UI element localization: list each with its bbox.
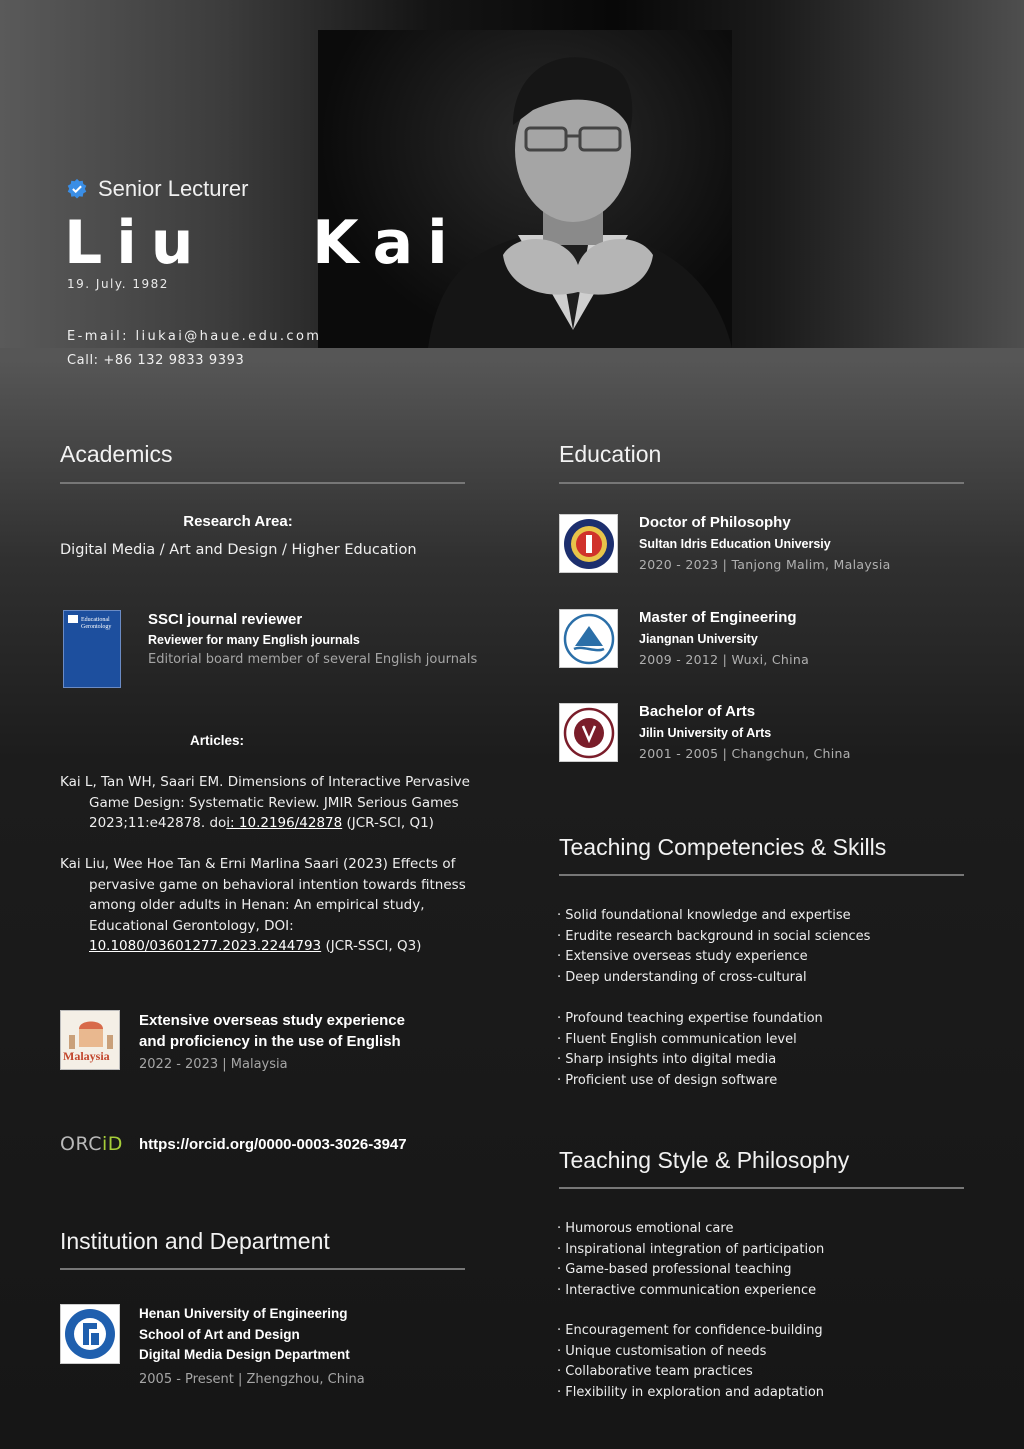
upsi-logo <box>559 514 618 573</box>
jilin-arts-logo <box>559 703 618 762</box>
jiangnan-logo <box>559 609 618 668</box>
reviewer-title: SSCI journal reviewer <box>148 611 303 628</box>
list-item: · Extensive overseas study experience <box>557 949 808 965</box>
degree-title: Doctor of Philosophy <box>639 514 791 531</box>
list-item: · Fluent English communication level <box>557 1031 797 1047</box>
role-row <box>66 176 248 202</box>
skills-divider <box>559 874 964 876</box>
education-item <box>559 514 891 573</box>
skills-list-1 <box>557 906 870 988</box>
skills-title: Teaching Competencies & Skills <box>559 834 887 860</box>
institution-title: Institution and Department <box>60 1228 330 1254</box>
email-text[interactable]: E-mail: liukai@haue.edu.com <box>67 329 322 344</box>
reviewer-detail: Editorial board member of several English journals <box>148 652 478 667</box>
orcid-link[interactable]: https://orcid.org/0000-0003-3026-3947 <box>139 1136 407 1153</box>
list-item: · Unique customisation of needs <box>557 1343 767 1359</box>
article-item: Kai Liu, Wee Hoe Tan & Erni Marlina Saari (2023) Effects of pervasive game on behavioral intention towards fitness among older adults in Henan: An empirical study, Educational Gerontology, DOI: 10.1080/03601277.2023.2244793 (JCR-SSCI, Q3) <box>60 856 466 954</box>
overseas-line2: and proficiency in the use of English <box>139 1033 401 1050</box>
list-item: · Flexibility in exploration and adaptation <box>557 1384 825 1400</box>
phone-text[interactable]: Call: +86 132 9833 9393 <box>67 353 245 368</box>
person-name: Liu Kai <box>64 208 462 278</box>
list-item: · Profound teaching expertise foundation <box>557 1011 823 1026</box>
list-item: · Erudite research background in social sciences <box>557 928 871 944</box>
list-item: · Inspirational integration of participation <box>557 1241 825 1257</box>
university-name: Sultan Idris Education Universiy <box>639 537 831 551</box>
skills-list-2 <box>557 1009 823 1091</box>
articles-label: Articles: <box>189 733 245 748</box>
education-item <box>559 703 851 762</box>
education-meta: 2001 - 2005 | Changchun, China <box>639 746 851 761</box>
list-item: · Sharp insights into digital media <box>557 1052 777 1068</box>
school-name: School of Art and Design <box>139 1327 300 1342</box>
education-meta: 2009 - 2012 | Wuxi, China <box>639 652 810 667</box>
overseas-meta: 2022 - 2023 | Malaysia <box>139 1057 288 1072</box>
journal-cover-image: Educational Gerontology <box>63 610 121 688</box>
overseas-line1: Extensive overseas study experience <box>139 1012 405 1029</box>
date-of-birth: 19. July. 1982 <box>67 277 169 291</box>
education-meta: 2020 - 2023 | Tanjong Malim, Malaysia <box>639 557 891 572</box>
article-doi-link[interactable]: 10.1080/03601277.2023.2244793 <box>89 938 322 954</box>
verified-badge-icon <box>66 178 88 200</box>
education-title: Education <box>559 441 662 467</box>
department-name: Digital Media Design Department <box>139 1347 350 1362</box>
institution-divider <box>60 1268 465 1270</box>
list-item: · Encouragement for confidence-building <box>557 1323 823 1338</box>
institution-meta: 2005 - Present | Zhengzhou, China <box>139 1372 365 1387</box>
degree-title: Master of Engineering <box>639 609 797 626</box>
list-item: · Deep understanding of cross-cultural <box>557 969 807 985</box>
list-item: · Solid foundational knowledge and expertise <box>557 908 851 923</box>
list-item: · Humorous emotional care <box>557 1221 734 1236</box>
education-item <box>559 609 809 668</box>
list-item: · Game-based professional teaching <box>557 1262 792 1278</box>
list-item: · Collaborative team practices <box>557 1364 753 1380</box>
article-item: Kai L, Tan WH, Saari EM. Dimensions of Interactive Pervasive Game Design: Systematic Review. JMIR Serious Games 2023;11:e42878. doi: 10.2196/42878 (JCR-SCI, Q1) <box>60 774 470 831</box>
reviewer-subtitle: Reviewer for many English journals <box>148 633 360 647</box>
institution-name: Henan University of Engineering <box>139 1306 348 1321</box>
malaysia-image: Malaysia <box>60 1010 120 1070</box>
academics-divider <box>60 482 465 484</box>
style-divider <box>559 1187 964 1189</box>
style-title: Teaching Style & Philosophy <box>559 1147 850 1173</box>
article-doi-link[interactable]: i: 10.2196/42878 <box>226 815 343 831</box>
education-divider <box>559 482 964 484</box>
degree-title: Bachelor of Arts <box>639 703 756 720</box>
university-name: Jilin University of Arts <box>639 726 772 740</box>
style-list-1 <box>557 1219 824 1301</box>
style-list-2 <box>557 1321 824 1403</box>
list-item: · Proficient use of design software <box>557 1072 778 1088</box>
henan-university-logo <box>60 1304 120 1364</box>
portrait-photo <box>318 30 732 348</box>
academics-title: Academics <box>60 441 173 467</box>
university-name: Jiangnan University <box>639 632 758 646</box>
job-title: Senior Lecturer <box>98 176 249 201</box>
research-area-value: Digital Media / Art and Design / Higher Education <box>60 542 417 558</box>
orcid-logo-icon: ORCiD <box>60 1133 123 1155</box>
list-item: · Interactive communication experience <box>557 1282 817 1298</box>
research-area-label: Research Area: <box>183 513 293 530</box>
